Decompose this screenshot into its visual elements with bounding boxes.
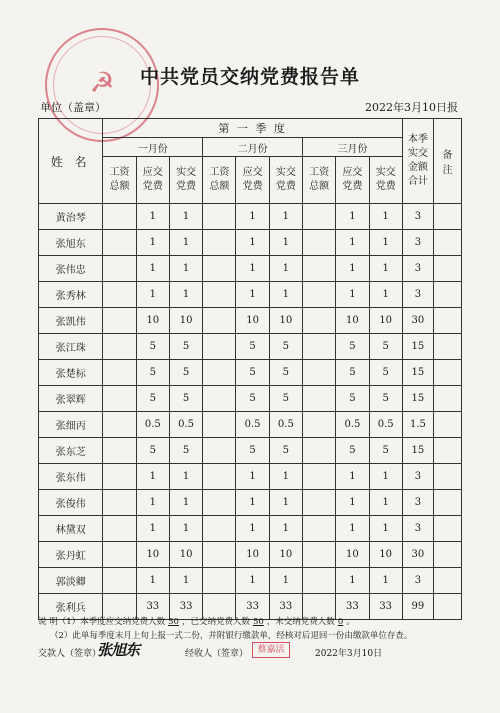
paid-cell: 1 (169, 230, 202, 256)
paid-cell: 1 (269, 230, 302, 256)
remark-cell (433, 256, 461, 282)
due-cell: 5 (136, 386, 169, 412)
wage-cell (303, 334, 336, 360)
total-cell: 3 (402, 464, 433, 490)
remark-cell (433, 464, 461, 490)
remark-cell (433, 360, 461, 386)
note-1-end: 。 (346, 617, 355, 627)
paid-cell: 1 (369, 230, 402, 256)
member-name: 张俊伟 (39, 490, 103, 516)
due-cell: 5 (236, 386, 269, 412)
name-header: 姓 名 (39, 119, 103, 204)
wage-cell (103, 230, 136, 256)
due-cell: 33 (236, 594, 269, 620)
due-cell: 0.5 (236, 412, 269, 438)
due-cell: 10 (336, 542, 369, 568)
wage-cell (203, 542, 236, 568)
table-row (39, 256, 462, 282)
wage-cell (203, 438, 236, 464)
member-name: 张东芝 (39, 438, 103, 464)
remark-cell (433, 568, 461, 594)
subheader-paid-1 (169, 157, 202, 204)
paid-cell: 1 (269, 282, 302, 308)
total-header-text: 本季实交金额合计 (407, 134, 428, 187)
due-cell: 1 (136, 516, 169, 542)
wage-cell (203, 204, 236, 230)
member-name: 林黛双 (39, 516, 103, 542)
due-cell: 5 (336, 334, 369, 360)
due-cell: 10 (236, 308, 269, 334)
paid-cell: 1 (269, 204, 302, 230)
subheader-paid-text: 实交党费 (375, 167, 396, 192)
subheader-wage-1 (103, 157, 136, 204)
remark-cell (433, 490, 461, 516)
table-row (39, 360, 462, 386)
total-cell: 3 (402, 568, 433, 594)
table-row (39, 204, 462, 230)
wage-cell (203, 516, 236, 542)
month-header-3: 三月份 (303, 138, 403, 157)
table-row (39, 230, 462, 256)
paid-cell: 1 (369, 490, 402, 516)
member-name: 张旭东 (39, 230, 103, 256)
payer-label: 交款人（签章） (38, 649, 102, 659)
total-cell: 30 (402, 542, 433, 568)
paid-cell: 1 (269, 490, 302, 516)
remark-cell (433, 438, 461, 464)
wage-cell (303, 568, 336, 594)
paid-count: 50 (252, 617, 264, 627)
table-row (39, 516, 462, 542)
paid-cell: 5 (169, 386, 202, 412)
due-cell: 1 (336, 516, 369, 542)
page-title: 中共党员交纳党费报告单 (139, 66, 360, 88)
paid-cell: 1 (369, 568, 402, 594)
receiver-stamp: 蔡嘉活 (252, 642, 290, 658)
paid-cell: 10 (269, 542, 302, 568)
paid-cell: 0.5 (169, 412, 202, 438)
subheader-paid-2 (269, 157, 302, 204)
table-row (39, 386, 462, 412)
total-cell: 3 (402, 282, 433, 308)
remark-header-text: 备注 (442, 150, 453, 176)
remark-cell (433, 542, 461, 568)
subheader-wage-text: 工资总额 (209, 167, 230, 192)
month-header-1: 一月份 (103, 138, 203, 157)
wage-cell (203, 308, 236, 334)
paid-cell: 5 (369, 360, 402, 386)
quarter-header: 第 一 季 度 (103, 119, 402, 138)
wage-cell (203, 282, 236, 308)
due-cell: 10 (336, 308, 369, 334)
due-cell: 5 (236, 438, 269, 464)
paid-cell: 0.5 (269, 412, 302, 438)
member-name: 张翠辉 (39, 386, 103, 412)
paid-cell: 1 (169, 568, 202, 594)
wage-cell (303, 256, 336, 282)
paid-cell: 1 (369, 256, 402, 282)
member-name: 张丹虹 (39, 542, 103, 568)
due-cell: 1 (336, 282, 369, 308)
due-count: 50 (168, 617, 179, 627)
wage-cell (103, 516, 136, 542)
due-cell: 1 (236, 282, 269, 308)
table-row (39, 282, 462, 308)
remark-cell (433, 204, 461, 230)
total-cell: 3 (402, 256, 433, 282)
subheader-wage-3 (303, 157, 336, 204)
paid-cell: 33 (169, 594, 202, 620)
due-cell: 10 (236, 542, 269, 568)
due-cell: 5 (136, 360, 169, 386)
due-cell: 1 (136, 282, 169, 308)
paid-cell: 10 (369, 308, 402, 334)
subheader-paid-3 (369, 157, 402, 204)
note-line-2: （2）此单每季度末月上旬上报一式二份，并附银行缴款单，经核对后退回一份由缴款单位存查。 (50, 631, 413, 641)
total-cell: 3 (402, 230, 433, 256)
table-row (39, 464, 462, 490)
due-cell: 1 (236, 490, 269, 516)
table-row (39, 334, 462, 360)
receiver-label: 经收人（签章） (185, 649, 249, 659)
due-cell: 5 (336, 360, 369, 386)
wage-cell (303, 308, 336, 334)
due-cell: 1 (136, 568, 169, 594)
due-cell: 1 (236, 256, 269, 282)
due-cell: 1 (136, 490, 169, 516)
unit-label: 单位（盖章） (40, 101, 106, 114)
paid-cell: 10 (169, 308, 202, 334)
wage-cell (103, 542, 136, 568)
paid-cell: 1 (169, 256, 202, 282)
member-name: 郭淡卿 (39, 568, 103, 594)
paid-cell: 1 (269, 464, 302, 490)
due-cell: 0.5 (136, 412, 169, 438)
sign-date: 2022年3月10日 (315, 649, 383, 659)
paid-cell: 10 (369, 542, 402, 568)
table-row (39, 438, 462, 464)
wage-cell (303, 464, 336, 490)
report-date: 2022年3月10日报 (365, 101, 458, 114)
due-cell: 1 (236, 204, 269, 230)
subheader-due-text: 应交党费 (342, 167, 363, 192)
due-cell: 5 (236, 334, 269, 360)
paid-cell: 1 (169, 204, 202, 230)
due-cell: 1 (236, 464, 269, 490)
due-cell: 5 (336, 438, 369, 464)
wage-cell (303, 516, 336, 542)
due-cell: 1 (236, 230, 269, 256)
due-cell: 1 (136, 464, 169, 490)
paid-cell: 10 (169, 542, 202, 568)
wage-cell (103, 308, 136, 334)
due-cell: 5 (136, 334, 169, 360)
total-cell: 3 (402, 490, 433, 516)
remark-header (433, 119, 461, 204)
paid-cell: 1 (269, 516, 302, 542)
wage-cell (203, 230, 236, 256)
paid-cell: 5 (369, 386, 402, 412)
subheader-due-text: 应交党费 (142, 167, 163, 192)
table-row (39, 542, 462, 568)
wage-cell (103, 282, 136, 308)
total-header (402, 119, 433, 204)
note-1-prefix: 说 明（1）本季度应交纳党费人数 (38, 617, 166, 627)
wage-cell (203, 360, 236, 386)
table-row (39, 568, 462, 594)
note-1-mid: ，已交纳党费人数 (181, 617, 250, 627)
subheader-wage-text: 工资总额 (109, 167, 130, 192)
wage-cell (303, 412, 336, 438)
member-name: 张伟忠 (39, 256, 103, 282)
wage-cell (303, 204, 336, 230)
due-cell: 33 (136, 594, 169, 620)
due-cell: 1 (336, 490, 369, 516)
wage-cell (103, 386, 136, 412)
paid-cell: 1 (169, 282, 202, 308)
total-cell: 15 (402, 438, 433, 464)
note-1-mid2: ，未交纳党费人数 (266, 617, 335, 627)
remark-cell (433, 230, 461, 256)
member-name: 张利兵 (39, 594, 103, 620)
subheader-due-text: 应交党费 (242, 167, 263, 192)
member-name: 黄治琴 (39, 204, 103, 230)
wage-cell (203, 568, 236, 594)
wage-cell (203, 412, 236, 438)
paid-cell: 5 (269, 438, 302, 464)
wage-cell (303, 360, 336, 386)
subheader-wage-text: 工资总额 (309, 167, 330, 192)
wage-cell (203, 386, 236, 412)
due-cell: 0.5 (336, 412, 369, 438)
wage-cell (203, 256, 236, 282)
paid-cell: 33 (269, 594, 302, 620)
paid-cell: 5 (169, 438, 202, 464)
table-row (39, 490, 462, 516)
paid-cell: 1 (269, 568, 302, 594)
due-cell: 33 (336, 594, 369, 620)
due-cell: 1 (136, 204, 169, 230)
paid-cell: 33 (369, 594, 402, 620)
paid-cell: 1 (169, 490, 202, 516)
member-name: 张细丙 (39, 412, 103, 438)
wage-cell (203, 334, 236, 360)
subheader-wage-2 (203, 157, 236, 204)
subheader-due-2 (236, 157, 269, 204)
subheader-due-3 (336, 157, 369, 204)
member-name: 张楚标 (39, 360, 103, 386)
paid-cell: 5 (169, 334, 202, 360)
wage-cell (303, 230, 336, 256)
due-cell: 1 (236, 516, 269, 542)
wage-cell (103, 490, 136, 516)
paid-cell: 1 (169, 516, 202, 542)
due-cell: 1 (336, 568, 369, 594)
wage-cell (103, 360, 136, 386)
due-cell: 1 (336, 204, 369, 230)
due-cell: 1 (336, 256, 369, 282)
paid-cell: 0.5 (369, 412, 402, 438)
table-row (39, 412, 462, 438)
due-cell: 10 (136, 542, 169, 568)
remark-cell (433, 308, 461, 334)
member-name: 张东伟 (39, 464, 103, 490)
subheader-paid-text: 实交党费 (275, 167, 296, 192)
total-cell: 15 (402, 386, 433, 412)
remark-cell (433, 282, 461, 308)
paid-cell: 5 (269, 334, 302, 360)
paid-cell: 10 (269, 308, 302, 334)
total-cell: 3 (402, 204, 433, 230)
due-cell: 5 (336, 386, 369, 412)
total-cell: 15 (402, 360, 433, 386)
payer-signature: 张旭东 (97, 641, 140, 659)
remark-cell (433, 334, 461, 360)
wage-cell (303, 438, 336, 464)
wage-cell (303, 542, 336, 568)
wage-cell (303, 282, 336, 308)
total-cell: 15 (402, 334, 433, 360)
wage-cell (103, 412, 136, 438)
due-cell: 1 (136, 230, 169, 256)
paid-cell: 5 (169, 360, 202, 386)
month-header-2: 二月份 (203, 138, 303, 157)
remark-cell (433, 412, 461, 438)
due-cell: 1 (236, 568, 269, 594)
total-cell: 3 (402, 516, 433, 542)
paid-cell: 1 (369, 204, 402, 230)
paid-cell: 5 (369, 334, 402, 360)
total-cell: 99 (402, 594, 433, 620)
wage-cell (103, 568, 136, 594)
due-cell: 1 (136, 256, 169, 282)
table-row (39, 308, 462, 334)
wage-cell (103, 256, 136, 282)
member-name: 张江珠 (39, 334, 103, 360)
subheader-paid-text: 实交党费 (176, 167, 197, 192)
unpaid-count: 0 (337, 617, 344, 627)
due-cell: 1 (336, 464, 369, 490)
remark-cell (433, 386, 461, 412)
wage-cell (203, 464, 236, 490)
wage-cell (303, 490, 336, 516)
paid-cell: 1 (269, 256, 302, 282)
member-name: 张秀林 (39, 282, 103, 308)
total-cell: 1.5 (402, 412, 433, 438)
paid-cell: 1 (169, 464, 202, 490)
party-emblem-icon: ☭ (89, 66, 115, 99)
paid-cell: 1 (369, 516, 402, 542)
due-cell: 10 (136, 308, 169, 334)
wage-cell (303, 386, 336, 412)
paid-cell: 5 (269, 360, 302, 386)
due-cell: 1 (336, 230, 369, 256)
due-cell: 5 (136, 438, 169, 464)
paid-cell: 1 (369, 282, 402, 308)
paid-cell: 5 (269, 386, 302, 412)
paid-cell: 5 (369, 438, 402, 464)
wage-cell (103, 464, 136, 490)
wage-cell (203, 490, 236, 516)
dues-table (38, 118, 462, 620)
member-name: 张凯伟 (39, 308, 103, 334)
paid-cell: 1 (369, 464, 402, 490)
wage-cell (103, 334, 136, 360)
remark-cell (433, 516, 461, 542)
subheader-due-1 (136, 157, 169, 204)
note-line-1 (38, 615, 478, 629)
total-cell: 30 (402, 308, 433, 334)
wage-cell (103, 204, 136, 230)
due-cell: 5 (236, 360, 269, 386)
wage-cell (103, 438, 136, 464)
